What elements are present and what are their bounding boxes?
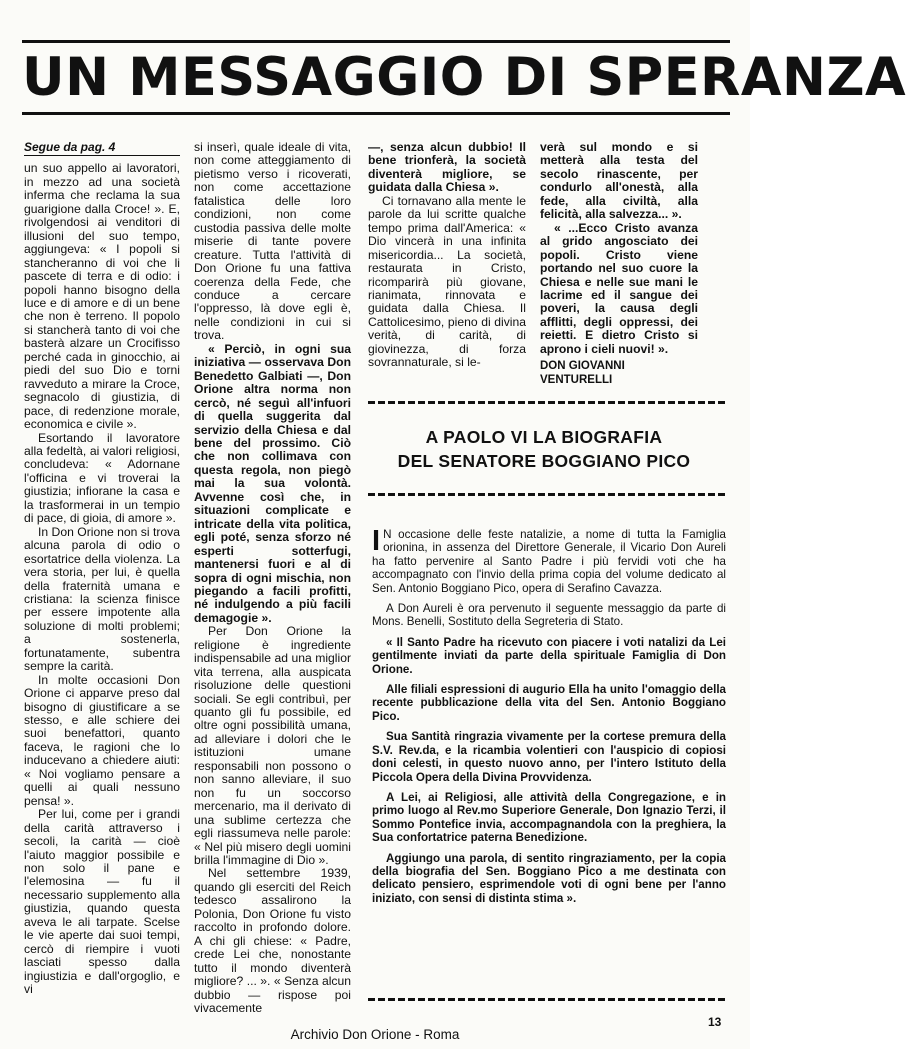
box-headline [368,425,720,473]
col1-paragraph-5: Per lui, come per i grandi della carità attraverso i secoli, la carità — cioè l'aiuto maggior possibile e non solo il pane e l'elemosina — fu il necessario supplemento alla giustizia, quando questa aveva le ali tarpate. Scelse le vie aperte dai suoi tempi, cercò di riempire i vuoti lasciati spesso dalla ingiustizia e dall'orgoglio, e vi [24,807,180,997]
message-paragraph-1: « Il Santo Padre ha ricevuto con piacere i voti natalizi da Lei gentilmente inviati da parte della spirituale Famiglia di Don Orione. [372,635,726,676]
page-number: 13 [708,1015,722,1029]
col2-paragraph-2: « Perciò, in ogni sua iniziativa — osservava Don Benedetto Galbiati —, Don Orione altra norma non cercò, né seguì all'infuori di quella suggerita dal servizio della Chiesa e dal bene del prossimo. Ciò che non collimava con questa regola, non piegò mai la sua volontà. Avvenne così che, in situazioni complicate e intricate della vita politica, egli poté, senza sforzo né esperti sotterfugi, mantenersi fuori e al di sopra di ogni mischia, non piegando a facili profitti, né indulgendo a più facili demagogie ». [194,341,351,625]
box-bottom-dashed-rule [368,998,726,1001]
article-column-2 [194,141,351,1015]
box-intro-paragraph: I N occasione delle feste natalizie, a nome di tutta la Famiglia orionina, in assenza del Direttore Generale, il Vicario Don Aureli ha fatto pervenire al Santo Padre i più fervidi voti che ha accompagnato con l'invio della prima copia del volume dedicato al Sen. Antonio Boggiano Pico, opera di Serafino Cavazza. [372,525,726,595]
article-column-3 [368,141,526,370]
article-column-1 [24,141,180,997]
archive-label: Archivio Don Orione - Roma [290,1027,460,1042]
col3-paragraph-1: —, senza alcun dubbio! Il bene trionferà, la società diventerà migliore, se guidata dalla Chiesa ». [368,140,526,195]
box-headline-line-1: A PAOLO VI LA BIOGRAFIA [425,427,663,447]
col4-paragraph-1: verà sul mondo e si metterà alla testa del secolo rinascente, per condurlo all'onestà, alla fede, alla civiltà, alla felicità, alla salvezza... ». [540,140,698,222]
message-paragraph-2: Alle filiali espressioni di augurio Ella ha unito l'omaggio della recente pubblicazione della vita del Sen. Antonio Boggiano Pico. [372,683,726,723]
box-top-dashed-rule [368,401,726,404]
box-headline-line-2: DEL SENATORE BOGGIANO PICO [397,451,691,471]
author-signature: DON GIOVANNI VENTURELLI [540,360,625,386]
col1-paragraph-2: Esortando il lavoratore alla fedeltà, ai valori religiosi, concludeva: « Adornane l'officina e vi troverai la giustizia; infiorane la casa e la trasformerai in un tempio di pace, di gioia, di amore ». [24,430,180,526]
col2-paragraph-4: Nel settembre 1939, quando gli eserciti del Reich tedesco assalirono la Polonia, Don Orione fu visto raccolto in profondo dolore. A chi gli chiese: « Padre, crede Lei che, nonostante tutto il mondo diventerà migliore? ... ». « Senza alcun dubbio — rispose poi vivacemente [194,866,351,1015]
col1-paragraph-1: un suo appello ai lavoratori, in mezzo ad una società inferma che reclama la sua guarigione dalla Croce! ». E, rivolgendosi ai venditori di illusioni del suo tempo, aggiungeva: « I popoli si stancheranno di voi che li pascete di terra e di odio: i popoli hanno bisogno della luce e di amore e di un bene che non è terreno. Il popolo si stancherà tanto di voi che basterà alzare un Crocifisso perché cada in ginocchio, ai piedi del suo Dio e torni ravveduto a mirare la Croce, segnacolo di giustizia, di pace, di redenzione morale, economica e civile ». [24,161,180,432]
box-body [372,525,726,912]
top-rule [22,40,730,43]
col2-paragraph-1: si inserì, quale ideale di vita, non come atteggiamento di pietismo verso i ricoverati, non come accettazione fatalistica delle loro condizioni, non come custodia passiva delle molte miserie di tante povere creature. Tutta l'attività di Don Orione fu una fattiva coerenza della Fede, che conduce a cercare l'oppresso, là dove egli è, nelle condizioni in cui si trova. [194,140,351,343]
continued-from-label: Segue da pag. 4 [24,141,180,156]
col4-paragraph-2: « ...Ecco Cristo avanza al grido angosciato dei popoli. Cristo viene portando nel suo cuore la Chiesa e nelle sue mani le lacrime ed il sangue dei poveri, la causa degli afflitti, degli oppressi, dei reietti. E dietro Cristo si aprono i cieli nuovi! ». [540,220,698,356]
message-paragraph-5: Aggiungo una parola, di sentito ringraziamento, per la copia della biografia del Sen. Boggiano Pico a me destinata con delicato pensiero, esprimendole voti di ogni bene per l'anno iniziato, con sensi di distinta stima ». [372,851,726,905]
box-mid-dashed-rule [368,493,726,496]
page-title: UN MESSAGGIO DI SPERANZA [22,47,906,108]
title-bottom-rule [22,112,730,115]
col2-paragraph-3: Per Don Orione la religione è ingrediente indispensabile ad una miglior vita terrena, alla auspicata risoluzione delle questioni sociali. Se egli contribuì, per quanto gli fu possibile, ed oltre ogni possibilità umana, ad alleviare i dolori che le istituzioni umane responsabili non possono o non sanno alleviare, il suo non fu un soccorso mercenario, ma il derivato di una sublime certezza che egli riassumeva nelle parole: « Nel più misero degli uomini brilla l'immagine di Dio ». [194,624,351,868]
drop-cap: I [372,525,381,557]
col1-paragraph-4: In molte occasioni Don Orione ci apparve preso dal bisogno di giustificare a se stesso, e alle schiere dei suoi benefattori, quanto faceva, le ragioni che lo inducevano a chiedere aiuti: « Noi vogliamo pensare a quelli ai quali nessuno pensa! ». [24,672,180,808]
article-column-4 [540,141,698,387]
message-paragraph-4: A Lei, ai Religiosi, alle attività della Congregazione, e in primo luogo al Rev.mo Superiore Generale, Don Ignazio Terzi, il Sommo Pontefice invia, accompagnandola con la preghiera, la Sua confortatrice paterna Benedizione. [372,790,726,845]
col1-paragraph-3: In Don Orione non si trova alcuna parola di odio o esortatrice della violenza. La vera storia, per lui, è quella della fraternità umana e cristiana: la scienza finisce per essere impotente alla soluzione di molti problemi; a sostenerla, fortunatamente, subentra sempre la carità. [24,524,180,674]
col3-paragraph-2: Ci tornavano alla mente le parole da lui scritte qualche tempo prima dall'America: « Dio vincerà in una infinita misericordia... La società, restaurata in Cristo, ricomparirà più giovane, rianimata, rinnovata e guidata dalla Chiesa. Il Cattolicesimo, pieno di divina verità, di carità, di giovinezza, di forza sovrannaturale, si le- [368,193,526,370]
box-paragraph-2: A Don Aureli è ora pervenuto il seguente messaggio da parte di Mons. Benelli, Sostituto della Segreteria di Stato. [372,602,726,629]
message-paragraph-3: Sua Santità ringrazia vivamente per la cortese premura della S.V. Rev.da, e la ricambia volentieri con l'auspicio di copiosi doni celesti, in questo nuovo anno, per l'intero Istituto della Piccola Opera della Divina Provvidenza. [372,730,726,784]
